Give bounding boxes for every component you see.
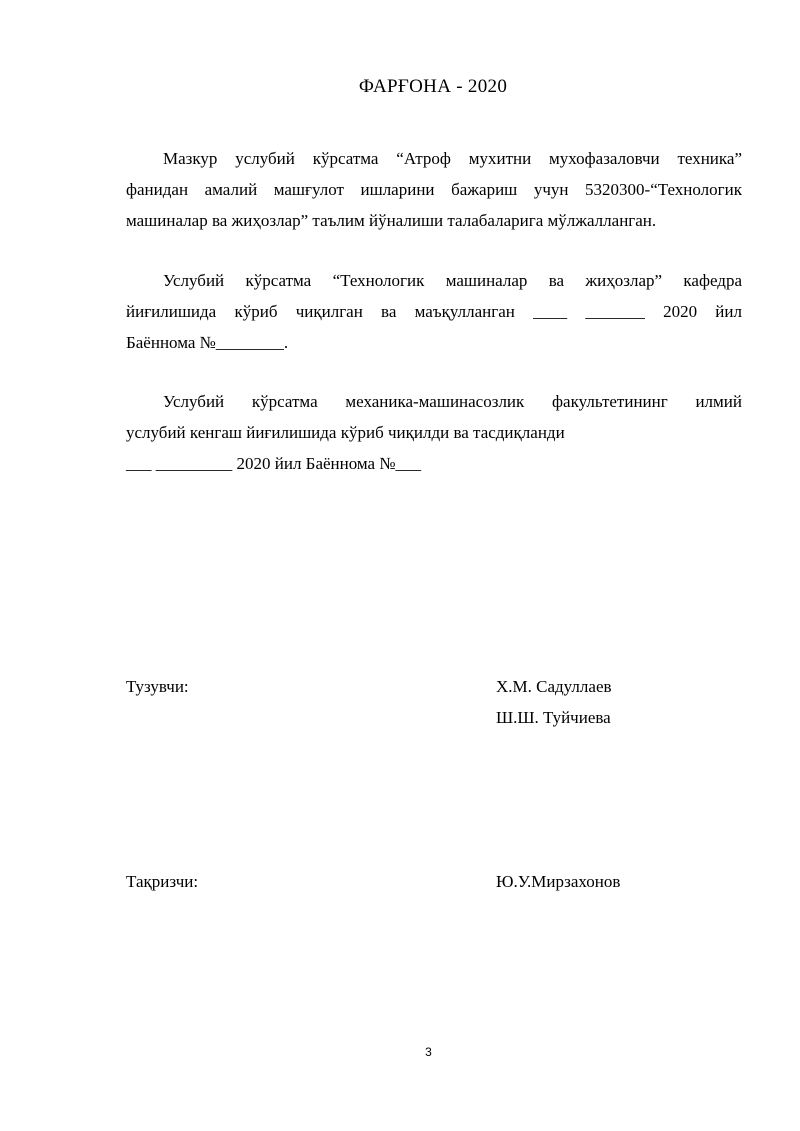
faculty-approval-paragraph [126, 386, 742, 479]
paragraph-line: йиғилишида кўриб чиқилган ва маъқулланган ____ _______ 2020 йил [126, 302, 742, 321]
paragraph-line: Услубий кўрсатма механика-машинасозлик факультетининг илмий [163, 392, 742, 411]
paragraph-line: услубий кенгаш йиғилишида кўриб чиқилди ва тасдиқланди [126, 423, 565, 442]
paragraph-line: Баённома №________. [126, 333, 289, 352]
reviewer-label: Тақризчи: [126, 872, 199, 891]
paragraph-line: Мазкур услубий кўрсатма “Атроф мухитни мухофазаловчи техника” [163, 149, 742, 168]
reviewer-name: Ю.У.Мирзахонов [496, 872, 621, 891]
compilers-label: Тузувчи: [126, 677, 189, 696]
page-title: ФАРҒОНА - 2020 [358, 76, 508, 97]
paragraph-line: фанидан амалий машғулот ишларини бажариш учун 5320300-“Технологик [126, 180, 742, 199]
page-number: 3 [425, 1045, 432, 1059]
paragraph-line: машиналар ва жиҳозлар” таълим йўналиши талабаларига мўлжалланган. [126, 211, 657, 230]
paragraph-line: ___ _________ 2020 йил Баённома №___ [126, 454, 422, 473]
annotation-paragraph [126, 143, 742, 236]
department-approval-paragraph [126, 265, 742, 358]
paragraph-line: Услубий кўрсатма “Технологик машиналар ва жиҳозлар” кафедра [163, 271, 742, 290]
compiler-name: Ш.Ш. Туйчиева [496, 708, 611, 727]
compiler-name: Х.М. Садуллаев [496, 677, 612, 696]
